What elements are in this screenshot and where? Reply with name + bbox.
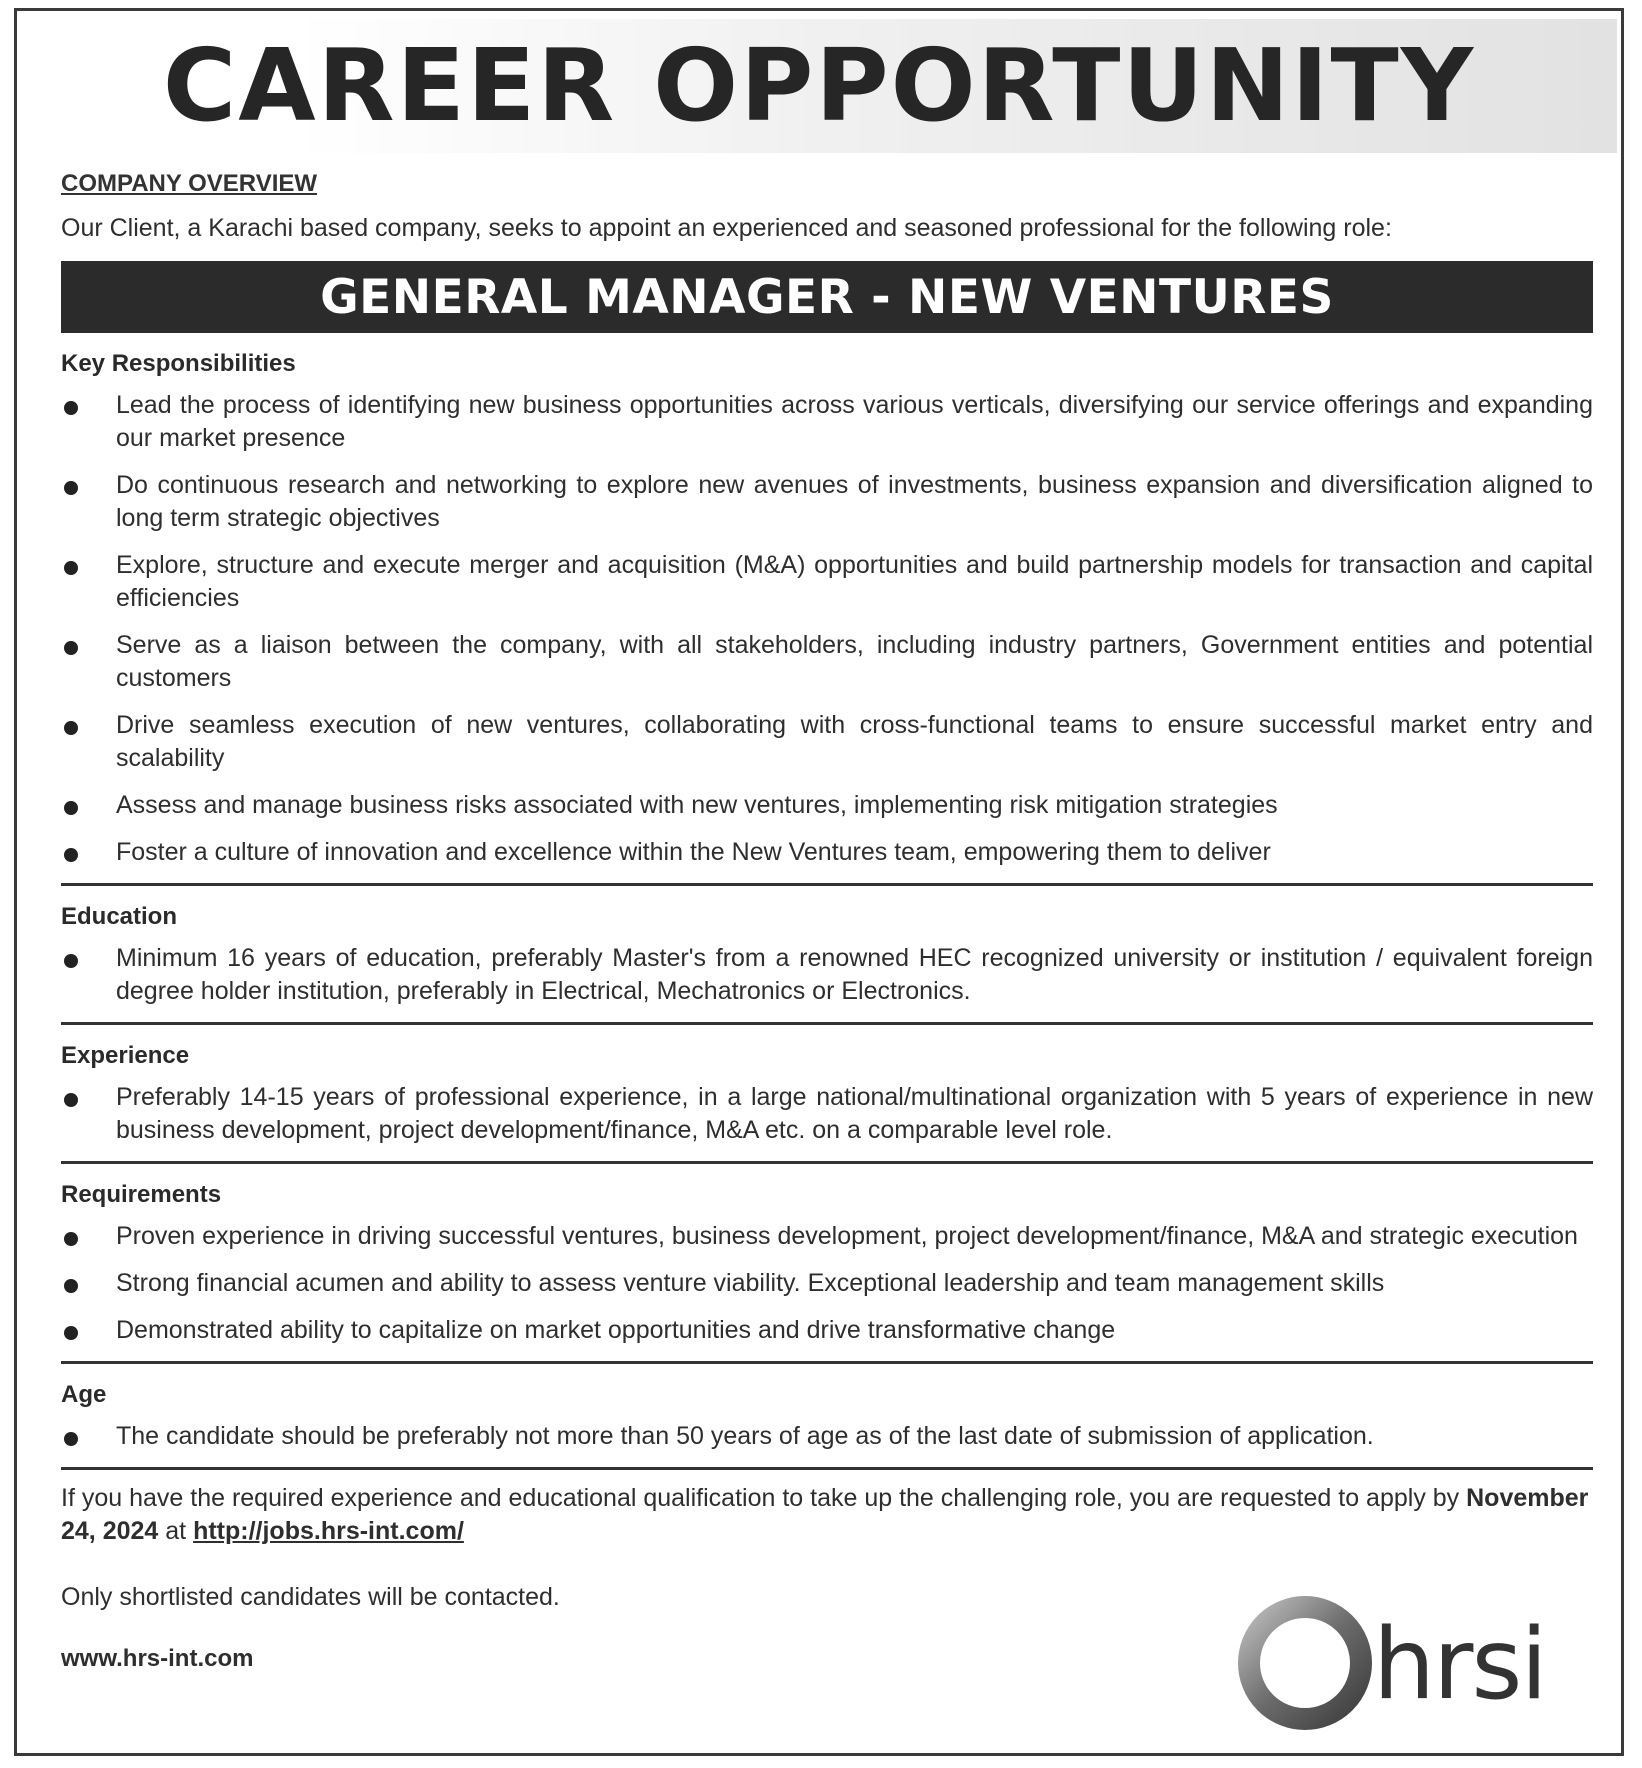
requirements-section: [61, 1178, 1593, 1347]
education-section: [61, 900, 1593, 1008]
education-heading: Education: [61, 903, 178, 930]
responsibilities-section: [61, 347, 1593, 869]
age-heading: Age: [61, 1381, 107, 1408]
list-item: Explore, structure and execute merger and acquisition (M&A) opportunities and build partnership models for transaction and capital efficiencies: [61, 549, 1593, 615]
role-title: GENERAL MANAGER - NEW VENTURES: [320, 269, 1334, 325]
title-area: [17, 11, 1621, 157]
list-item: Demonstrated ability to capitalize on market opportunities and drive transformative change: [61, 1314, 1593, 1347]
list-item: Strong financial acumen and ability to assess venture viability. Exceptional leadership and team management skills: [61, 1267, 1593, 1300]
list-item: Drive seamless execution of new ventures, collaborating with cross-functional teams to ensure successful market entry and scalability: [61, 709, 1593, 775]
website-url[interactable]: www.hrs-int.com: [61, 1645, 254, 1672]
list-item: Lead the process of identifying new business opportunities across various verticals, diversifying our service offerings and expanding our market presence: [61, 389, 1593, 455]
list-item: Proven experience in driving successful ventures, business development, project development/finance, M&A and strategic execution: [61, 1220, 1593, 1253]
application-at-text: at: [158, 1517, 194, 1545]
apply-link[interactable]: http://jobs.hrs-int.com/: [193, 1517, 464, 1545]
application-text: If you have the required experience and educational qualification to take up the challenging role, you are requested to apply by: [61, 1484, 1467, 1512]
main-content: [61, 169, 1593, 1676]
company-overview-heading: COMPANY OVERVIEW: [61, 170, 318, 197]
list-item: Preferably 14-15 years of professional experience, in a large national/multinational organization with 5 years of experience in new business development, project development/finance, M&A etc. on a comparable level role.: [61, 1081, 1593, 1147]
section-divider: [61, 883, 1593, 886]
experience-list: [61, 1081, 1593, 1147]
list-item: Assess and manage business risks associated with new ventures, implementing risk mitigation strategies: [61, 789, 1593, 822]
responsibilities-heading: Key Responsibilities: [61, 350, 296, 377]
list-item: Minimum 16 years of education, preferably Master's from a renowned HEC recognized university or institution / equivalent foreign degree holder institution, preferably in Electrical, Mechatronics or Electronics.: [61, 942, 1593, 1008]
list-item: Serve as a liaison between the company, with all stakeholders, including industry partners, Government entities and potential customers: [61, 629, 1593, 695]
hrsi-logo-text: hrsi: [1373, 1608, 1546, 1722]
requirements-heading: Requirements: [61, 1181, 222, 1208]
list-item: Foster a culture of innovation and excellence within the New Ventures team, empowering them to deliver: [61, 836, 1593, 869]
section-divider: [61, 1467, 1593, 1470]
list-item: The candidate should be preferably not more than 50 years of age as of the last date of submission of application.: [61, 1420, 1593, 1453]
section-divider: [61, 1161, 1593, 1164]
experience-heading: Experience: [61, 1042, 190, 1069]
education-list: [61, 942, 1593, 1008]
page-title: CAREER OPPORTUNITY: [162, 27, 1476, 144]
hrsi-ring-logo-icon: [1235, 1593, 1605, 1733]
application-instructions: [61, 1482, 1593, 1548]
role-banner: [61, 261, 1593, 333]
responsibilities-list: [61, 389, 1593, 869]
section-divider: [61, 1022, 1593, 1025]
shortlist-notice: Only shortlisted candidates will be contacted.: [61, 1583, 560, 1611]
deadline-date: November 24, 2024: [61, 1484, 1589, 1545]
company-overview-text: Our Client, a Karachi based company, seeks to appoint an experienced and seasoned professional for the following role:: [61, 214, 1392, 242]
section-divider: [61, 1361, 1593, 1364]
age-section: [61, 1378, 1593, 1453]
hrsi-logo: [1235, 1593, 1605, 1733]
advertisement-frame: [14, 8, 1624, 1756]
requirements-list: [61, 1220, 1593, 1347]
age-list: [61, 1420, 1593, 1453]
experience-section: [61, 1039, 1593, 1147]
list-item: Do continuous research and networking to explore new avenues of investments, business expansion and diversification aligned to long term strategic objectives: [61, 469, 1593, 535]
